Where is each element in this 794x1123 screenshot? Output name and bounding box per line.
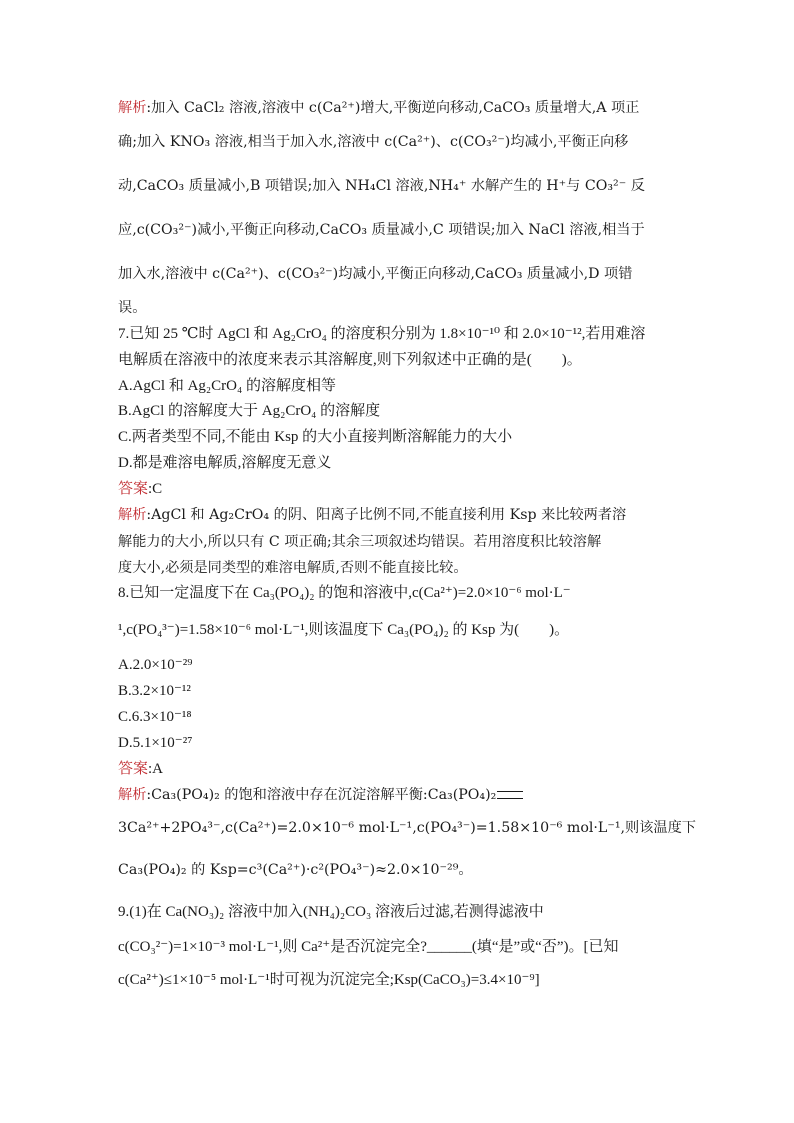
section-label: 答案	[118, 761, 149, 777]
q8-option-b: B.3.2×10⁻¹²	[118, 683, 191, 699]
q9-stem-line-3: c(Ca²⁺)≤1×10⁻⁵ mol·L⁻¹时可视为沉淀完全;Ksp(CaCO₃)=3.4×10⁻⁹]	[118, 972, 540, 988]
q6-analysis-line-2: 确;加入 KNO₃ 溶液,相当于加入水,溶液中 c(Ca²⁺)、c(CO₃²⁻)均减小,平衡正向移	[118, 134, 629, 150]
q7-answer: 答案:C	[118, 481, 163, 497]
q7-analysis-line-1: 解析:AgCl 和 Ag₂CrO₄ 的阴、阳离子比例不同,不能直接利用 Ksp 来比较两者溶	[118, 507, 627, 523]
q7-option-b: B.AgCl 的溶解度大于 Ag₂CrO₄ 的溶解度	[118, 403, 381, 419]
section-label: 答案	[118, 481, 149, 497]
q6-analysis-line-1: 解析:加入 CaCl₂ 溶液,溶液中 c(Ca²⁺)增大,平衡逆向移动,CaCO₃ 质量增大,A 项正	[118, 100, 640, 116]
q6-analysis-line-5: 加入水,溶液中 c(Ca²⁺)、c(CO₃²⁻)均减小,平衡正向移动,CaCO₃ 质量减小,D 项错	[118, 266, 633, 282]
q8-stem-line-2: ¹,c(PO₄³⁻)=1.58×10⁻⁶ mol·L⁻¹,则该温度下 Ca₃(PO₄)₂ 的 Ksp 为( )。	[118, 622, 570, 638]
q8-option-d: D.5.1×10⁻²⁷	[118, 735, 193, 751]
q7-analysis-line-3: 度大小,必须是同类型的难溶电解质,否则不能直接比较。	[118, 560, 468, 576]
q7-analysis-line-2: 解能力的大小,所以只有 C 项正确;其余三项叙述均错误。若用溶度积比较溶解	[118, 534, 602, 550]
q7-option-c: C.两者类型不同,不能由 Ksp 的大小直接判断溶解能力的大小	[118, 429, 513, 445]
q8-option-a: A.2.0×10⁻²⁹	[118, 657, 193, 673]
q6-analysis-line-4: 应,c(CO₃²⁻)减小,平衡正向移动,CaCO₃ 质量减小,C 项错误;加入 NaCl 溶液,相当于	[118, 222, 645, 238]
q8-analysis-text: 解析:Ca₃(PO₄)₂ 的饱和溶液中存在沉淀溶解平衡:Ca₃(PO₄)₂	[118, 787, 497, 803]
q7-stem-line-1: 7.已知 25 ℃时 AgCl 和 Ag₂CrO₄ 的溶度积分别为 1.8×10⁻¹⁰ 和 2.0×10⁻¹²,若用难溶	[118, 326, 646, 342]
q8-analysis-line-2: 3Ca²⁺+2PO₄³⁻,c(Ca²⁺)=2.0×10⁻⁶ mol·L⁻¹,c(PO₄³⁻)=1.58×10⁻⁶ mol·L⁻¹,则该温度下	[118, 820, 696, 836]
q8-option-c: C.6.3×10⁻¹⁸	[118, 709, 192, 725]
q9-stem-line-2: c(CO₃²⁻)=1×10⁻³ mol·L⁻¹,则 Ca²⁺是否沉淀完全?______(填“是”或“否”)。[已知	[118, 939, 619, 955]
equilibrium-arrow-icon	[497, 791, 523, 799]
q8-stem-line-1: 8.已知一定温度下在 Ca₃(PO₄)₂ 的饱和溶液中,c(Ca²⁺)=2.0×10⁻⁶ mol·L⁻	[118, 585, 571, 601]
q8-answer: 答案:A	[118, 761, 164, 777]
q8-analysis-line-3: Ca₃(PO₄)₂ 的 Ksp=c³(Ca²⁺)·c²(PO₄³⁻)≈2.0×10⁻²⁹。	[118, 862, 473, 878]
q8-analysis-line-1	[118, 785, 523, 805]
q6-analysis-line-6: 误。	[118, 300, 147, 316]
q7-option-a: A.AgCl 和 Ag₂CrO₄ 的溶解度相等	[118, 378, 336, 394]
section-label: 解析	[118, 100, 147, 116]
q6-analysis-line-3: 动,CaCO₃ 质量减小,B 项错误;加入 NH₄Cl 溶液,NH₄⁺ 水解产生的 H⁺与 CO₃²⁻ 反	[118, 178, 645, 194]
q7-option-d: D.都是难溶电解质,溶解度无意义	[118, 455, 332, 471]
section-label: 解析	[118, 787, 147, 803]
q7-stem-line-2: 电解质在溶液中的浓度来表示其溶解度,则下列叙述中正确的是( )。	[118, 352, 582, 368]
section-label: 解析	[118, 507, 147, 523]
q9-stem-line-1: 9.(1)在 Ca(NO₃)₂ 溶液中加入(NH₄)₂CO₃ 溶液后过滤,若测得滤液中	[118, 904, 544, 920]
